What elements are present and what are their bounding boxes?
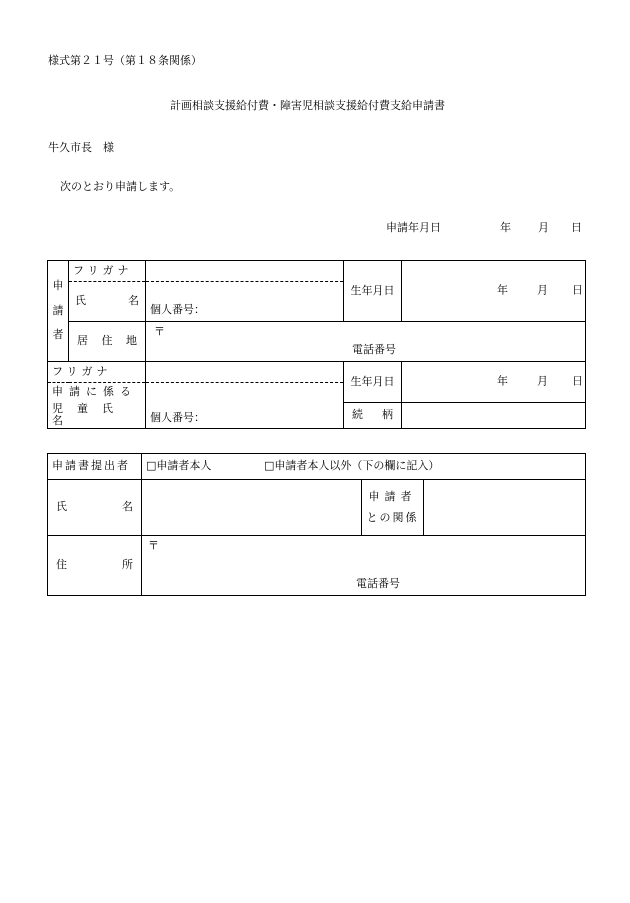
application-date-label: 申請年月日 (386, 221, 441, 234)
submitter-name-field[interactable] (142, 480, 362, 536)
applicant-furigana-field[interactable] (146, 261, 344, 282)
applicant-birth-year: 年 (497, 283, 508, 297)
child-personal-number-label: 個人番号： (150, 411, 205, 425)
applicant-birth-month: 月 (537, 283, 548, 297)
child-furigana-field[interactable] (146, 362, 344, 383)
addressee: 牛久市長 様 (48, 141, 114, 154)
child-name-field[interactable] (146, 383, 344, 429)
child-furigana-label: フリガナ (48, 362, 146, 383)
applicant-name-field[interactable] (146, 282, 344, 322)
form-number: 様式第２１号（第１８条関係） (48, 54, 202, 67)
submitter-address-label: 住 所 (48, 536, 142, 596)
intro-text: 次のとおり申請します。 (60, 180, 181, 193)
applicant-personal-number-label: 個人番号： (150, 303, 205, 317)
child-birth-label: 生年月日 (344, 362, 402, 403)
submitter-address-field[interactable] (142, 536, 586, 596)
applicant-table (47, 260, 586, 429)
applicant-birth-day: 日 (572, 283, 583, 297)
submitter-phone-label: 電話番号 (356, 577, 400, 591)
applicant-name-label: 氏 名 (69, 282, 146, 322)
applicant-postal-mark: 〒 (154, 325, 165, 338)
submitter-relation-label: 申請者 との関係 (362, 480, 424, 536)
submitter-option-other[interactable]: □申請者本人以外（下の欄に記入） (264, 459, 440, 472)
child-birth-year: 年 (497, 374, 508, 388)
child-label-line1: 申請に係る (48, 383, 146, 403)
applicant-birth-label: 生年月日 (344, 261, 402, 322)
submitter-table (47, 453, 586, 596)
submitter-option-self[interactable]: □申請者本人 (146, 459, 212, 472)
submitter-label: 申請書提出者 (48, 454, 142, 480)
child-relation-label: 続 柄 (344, 403, 402, 429)
application-date-month: 月 (538, 221, 549, 234)
child-birth-field[interactable] (402, 362, 586, 403)
submitter-postal-mark: 〒 (148, 539, 159, 552)
application-date-day: 日 (571, 221, 582, 234)
child-birth-day: 日 (572, 374, 583, 388)
submitter-name-label: 氏 名 (48, 480, 142, 536)
applicant-address-label: 居 住 地 (69, 322, 146, 362)
submitter-options (142, 454, 586, 480)
child-label-line2: 児童氏名 (48, 403, 146, 429)
page-title: 計画相談支援給付費・障害児相談支援給付費支給申請書 (170, 99, 445, 112)
applicant-furigana-label: フリガナ (69, 261, 146, 282)
child-relation-field[interactable] (402, 403, 586, 429)
applicant-phone-label: 電話番号 (352, 343, 396, 357)
application-date-year: 年 (500, 221, 511, 234)
submitter-relation-field[interactable] (424, 480, 586, 536)
applicant-section-label: 申 請 者 (48, 261, 69, 362)
applicant-address-field[interactable] (146, 322, 586, 362)
child-birth-month: 月 (537, 374, 548, 388)
applicant-birth-field[interactable] (402, 261, 586, 322)
